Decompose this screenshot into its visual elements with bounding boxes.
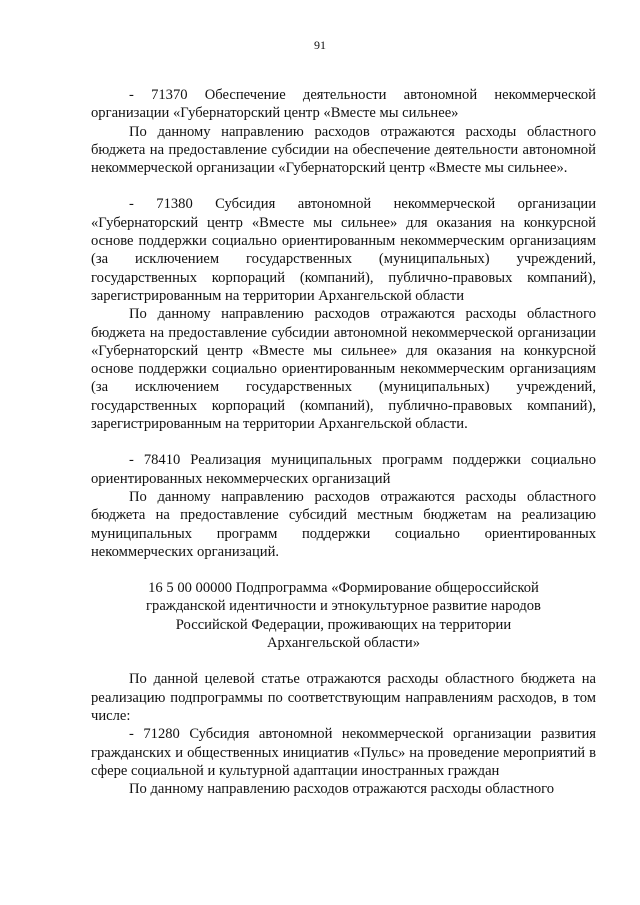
paragraph-71370-item: - 71370 Обеспечение деятельности автономной некоммерческой организации «Губернаторский центр «Вместе мы сильнее» xyxy=(91,87,596,122)
paragraph-71380-item: - 71380 Субсидия автономной некоммерческой организации «Губернаторский центр «Вместе мы сильнее» для оказания на конкурсной основе поддержки социально ориентированным некоммерческим организациям (за исключением государственных (муниципальных) учреждений, государственных корпораций (компаний), публично-правовых компаний), зарегистрированным на территории Архангельской области xyxy=(91,196,596,304)
document-body xyxy=(91,86,596,798)
paragraph-71370-description: По данному направлению расходов отражаются расходы областного бюджета на предоставление субсидии на обеспечение деятельности автономной некоммерческой организации «Губернаторский центр «Вместе мы сильнее». xyxy=(91,123,596,177)
paragraph-78410-item: - 78410 Реализация муниципальных программ поддержки социально ориентированных некоммерческих организаций xyxy=(91,452,596,487)
paragraph-target-article: По данной целевой статье отражаются расходы областного бюджета на реализацию подпрограммы по соответствующим направлениям расходов, в том числе: xyxy=(91,671,596,724)
paragraph-71380-description: По данному направлению расходов отражаются расходы областного бюджета на предоставление субсидии автономной некоммерческой организации «Губернаторский центр «Вместе мы сильнее» для оказания на конкурсной основе поддержки социально ориентированным некоммерческим организациям (за исключением государственных (муниципальных) учреждений, государственных корпораций (компаний), публично-правовых компаний), зарегистрированным на территории Архангельской области. xyxy=(91,306,596,433)
paragraph-71280-item: - 71280 Субсидия автономной некоммерческой организации развития гражданских и общественных инициатив «Пульс» на проведение мероприятий в сфере социальной и культурной адаптации иностранных граждан xyxy=(91,726,596,779)
page-number: 91 xyxy=(314,38,326,52)
subprogram-heading: 16 5 00 00000 Подпрограмма «Формирование общероссийской гражданской идентичности и этнокультурное развитие народов Российской Федерации, проживающих на территории Архангельской области» xyxy=(146,580,541,652)
paragraph-78410-description: По данному направлению расходов отражаются расходы областного бюджета на предоставление субсидий местным бюджетам на реализацию муниципальных программ поддержки социально ориентированных некоммерческих организаций. xyxy=(91,488,596,560)
paragraph-71280-description: По данному направлению расходов отражаются расходы областного xyxy=(129,781,555,798)
